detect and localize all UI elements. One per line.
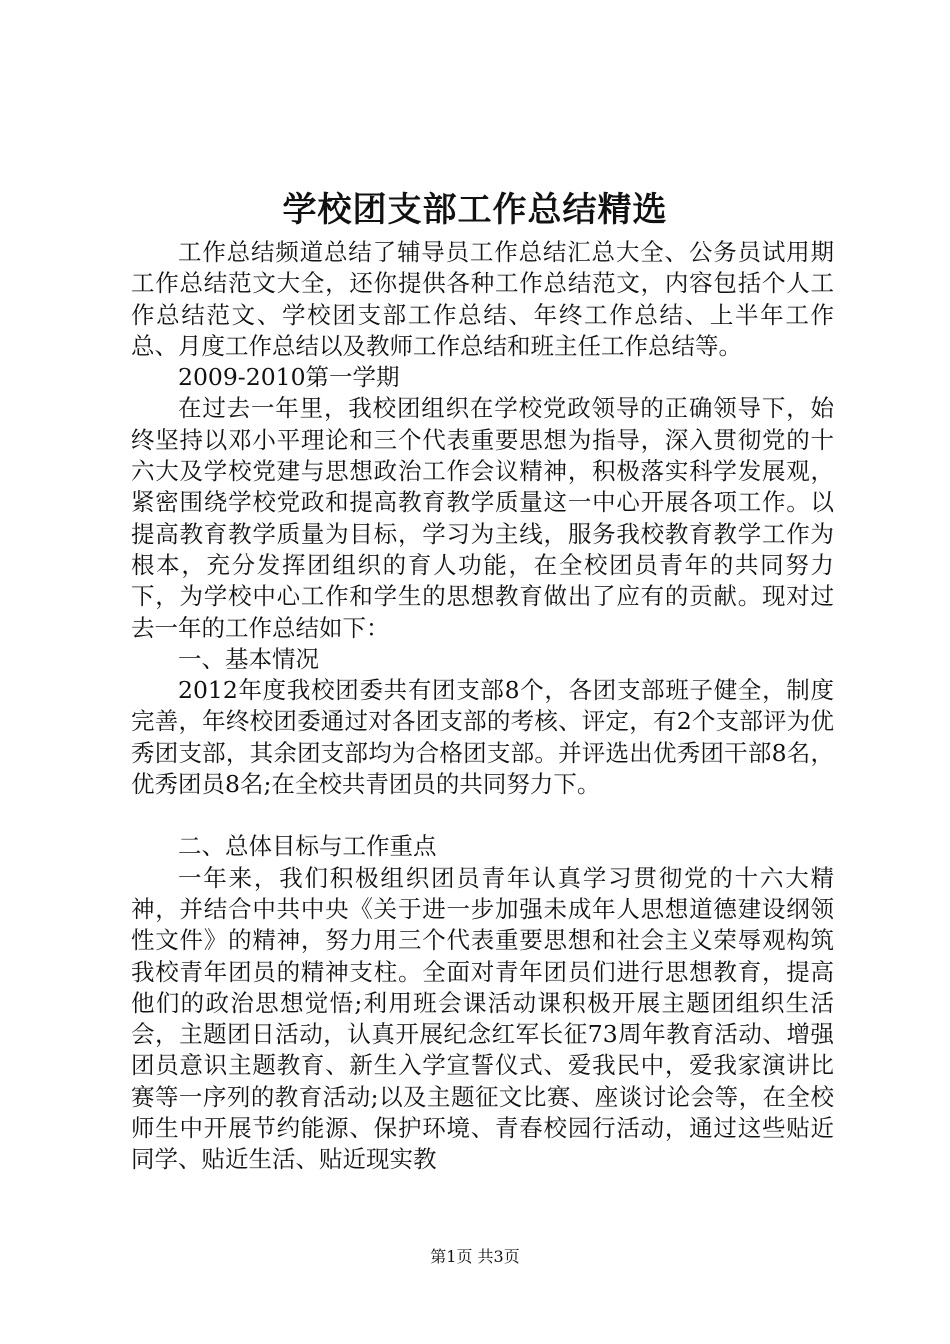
basic-situation-paragraph: 2012年度我校团委共有团支部8个，各团支部班子健全，制度完善，年终校团委通过对各团支部的考核、评定，有2个支部评为优秀团支部，其余团支部均为合格团支部。并评选出优秀团干部8名，优秀团员8名;在全校共青团员的共同努力下。: [131, 676, 834, 799]
goals-paragraph: 一年来，我们积极组织团员青年认真学习贯彻党的十六大精神，并结合中共中央《关于进一步加强未成年人思想道德建设纲领性文件》的精神，努力用三个代表重要思想和社会主义荣辱观构筑我校青年团员的精神支柱。全面对青年团员们进行思想教育，提高他们的政治思想觉悟;利用班会课活动课积极开展主题团组织生活会，主题团日活动，认真开展纪念红军长征73周年教育活动、增强团员意识主题教育、新生入学宣誓仪式、爱我民中，爱我家演讲比赛等一序列的教育活动;以及主题征文比赛、座谈讨论会等，在全校师生中开展节约能源、保护环境、青春校园行活动，通过这些贴近同学、贴近生活、贴近现实教: [131, 863, 834, 1174]
overview-paragraph: 在过去一年里，我校团组织在学校党政领导的正确领导下，始终坚持以邓小平理论和三个代表重要思想为指导，深入贯彻党的十六大及学校党建与思想政治工作会议精神，积极落实科学发展观，紧密围绕学校党政和提高教育教学质量这一中心开展各项工作。以提高教育教学质量为目标，学习为主线，服务我校教育教学工作为根本，充分发挥团组织的育人功能，在全校团员青年的共同努力下，为学校中心工作和学生的思想教育做出了应有的贡献。现对过去一年的工作总结如下：: [131, 394, 834, 642]
section-heading-goals: 二、总体目标与工作重点: [178, 832, 437, 861]
page-footer: 第1页 共3页: [430, 1247, 520, 1266]
semester-line: 2009-2010第一学期: [178, 363, 400, 392]
intro-paragraph: 工作总结频道总结了辅导员工作总结汇总大全、公务员试用期工作总结范文大全，还你提供各种工作总结范文，内容包括个人工作总结范文、学校团支部工作总结、年终工作总结、上半年工作总、月度工作总结以及教师工作总结和班主任工作总结等。: [131, 238, 834, 360]
section-heading-basic-situation: 一、基本情况: [178, 644, 319, 673]
document-title: 学校团支部工作总结精选: [282, 190, 668, 230]
document-body: [131, 237, 834, 1176]
